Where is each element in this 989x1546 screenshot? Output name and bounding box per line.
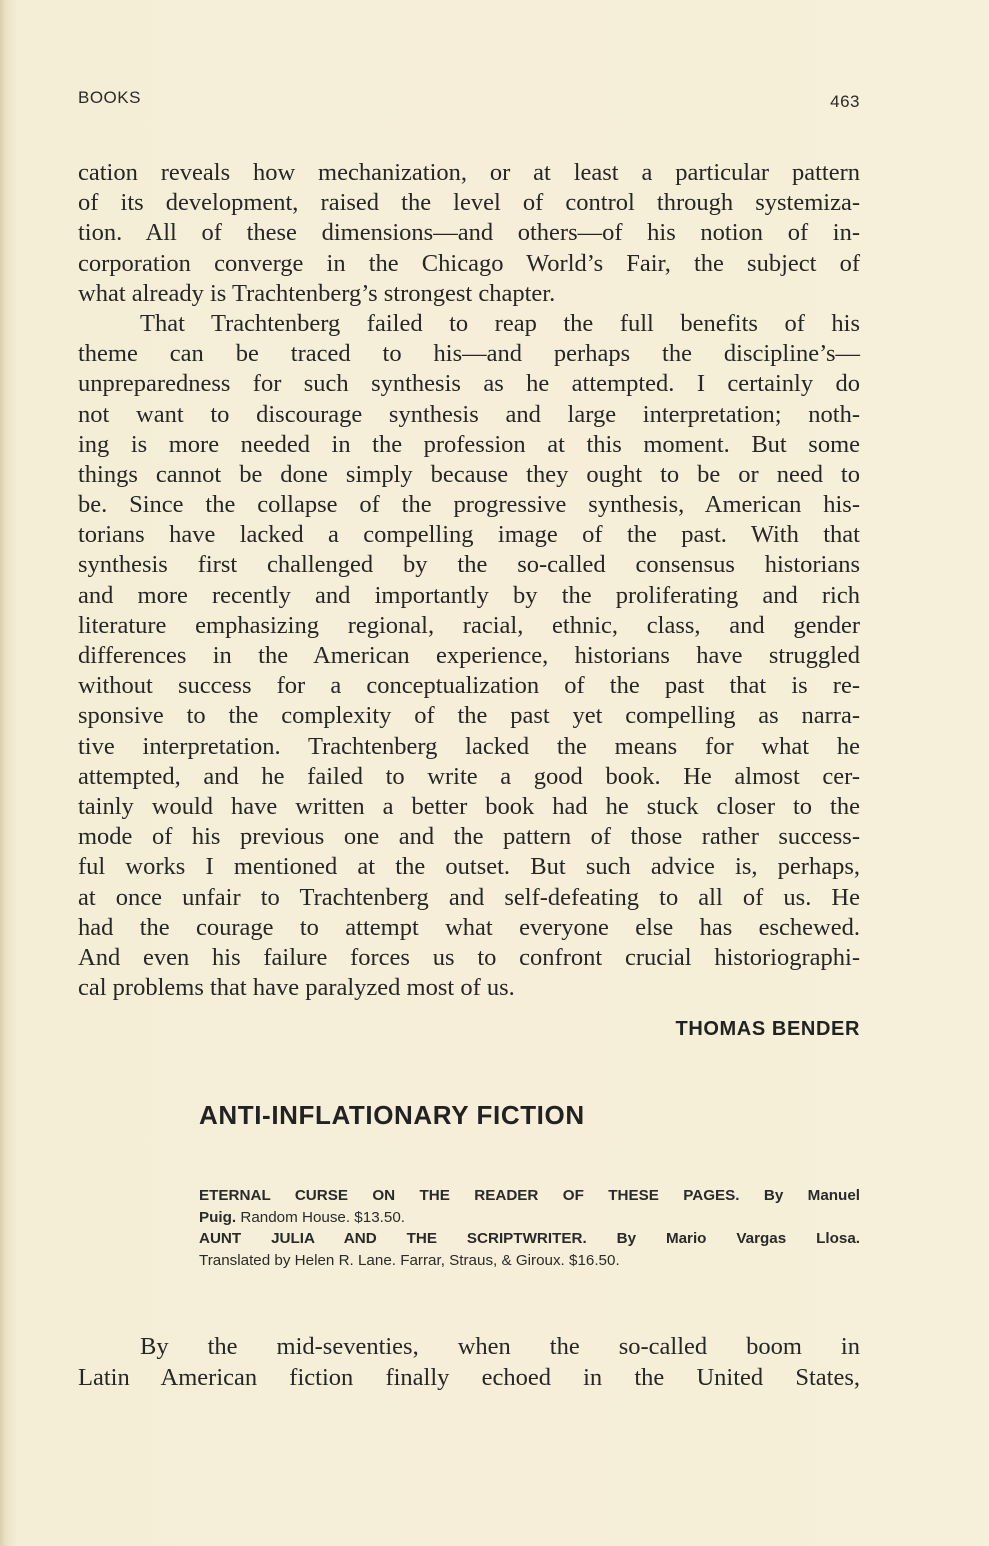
body-line: at once unfair to Trachtenberg and self-defeating to all of us. He (78, 883, 860, 911)
body-line: of its development, raised the level of control through systemiza- (78, 189, 860, 217)
book-reference-title (199, 1185, 860, 1207)
body-line: cal problems that have paralyzed most of us. (78, 974, 515, 1002)
body-line: literature emphasizing regional, racial, ethnic, class, and gender (78, 611, 860, 639)
body-line: Latin American fiction finally echoed in the United States, (78, 1364, 860, 1391)
book-reference-details (199, 1207, 860, 1229)
book-title: AUNT JULIA AND THE SCRIPTWRITER. By Mario Vargas Llosa. (199, 1230, 860, 1247)
body-line: And even his failure forces us to confront crucial historiographi- (78, 943, 860, 971)
body-line: things cannot be done simply because they ought to be or need to (78, 460, 860, 488)
body-line: That Trachtenberg failed to reap the full benefits of his (140, 309, 860, 337)
body-line: theme can be traced to his—and perhaps the discipline’s— (78, 340, 860, 368)
body-line: not want to discourage synthesis and large interpretation; noth- (78, 400, 860, 428)
running-header (78, 88, 860, 114)
body-line: attempted, and he failed to write a good book. He almost cer- (78, 762, 860, 790)
body-line: what already is Trachtenberg’s strongest chapter. (78, 279, 556, 307)
section-opening (78, 1331, 860, 1393)
body-line: and more recently and importantly by the proliferating and rich (78, 581, 860, 609)
section-title: ANTI-INFLATIONARY FICTION (199, 1100, 585, 1130)
body-line: had the courage to attempt what everyone else has eschewed. (78, 913, 860, 941)
body-line: ful works I mentioned at the outset. But such advice is, perhaps, (78, 853, 860, 881)
body-line: sponsive to the complexity of the past yet compelling as narra- (78, 702, 860, 730)
body-line: tion. All of these dimensions—and others—of his notion of in- (78, 219, 860, 247)
book-reference-title (199, 1228, 860, 1250)
review-author: THOMAS BENDER (675, 1018, 860, 1040)
body-line: tainly would have written a better book had he stuck closer to the (78, 792, 860, 820)
body-line: By the mid-seventies, when the so-called boom in (140, 1333, 860, 1360)
book-author: Puig. (199, 1208, 237, 1226)
book-reference-details: Translated by Helen R. Lane. Farrar, Straus, & Giroux. $16.50. (199, 1251, 620, 1269)
body-line: synthesis first challenged by the so-called consensus historians (78, 551, 860, 579)
body-line: corporation converge in the Chicago World’s Fair, the subject of (78, 249, 860, 277)
body-line: be. Since the collapse of the progressive synthesis, American his- (78, 491, 860, 519)
book-title: ETERNAL CURSE ON THE READER OF THESE PAGES. By Manuel (199, 1187, 860, 1204)
body-line: without success for a conceptualization of the past that is re- (78, 672, 860, 700)
body-line: ing is more needed in the profession at this moment. But some (78, 430, 860, 458)
page-number: 463 (830, 92, 860, 111)
body-line: torians have lacked a compelling image of the past. With that (78, 521, 860, 549)
book-publisher: Random House. $13.50. (236, 1208, 405, 1226)
body-line: unpreparedness for such synthesis as he attempted. I certainly do (78, 370, 860, 398)
body-line: mode of his previous one and the pattern of those rather success- (78, 823, 860, 851)
body-line: differences in the American experience, historians have struggled (78, 642, 860, 669)
book-references (199, 1185, 860, 1271)
body-line: cation reveals how mechanization, or at least a particular pattern (78, 159, 860, 186)
running-header-section: BOOKS (78, 88, 141, 107)
body-line: tive interpretation. Trachtenberg lacked the means for what he (78, 732, 860, 760)
review-body (78, 158, 860, 1003)
